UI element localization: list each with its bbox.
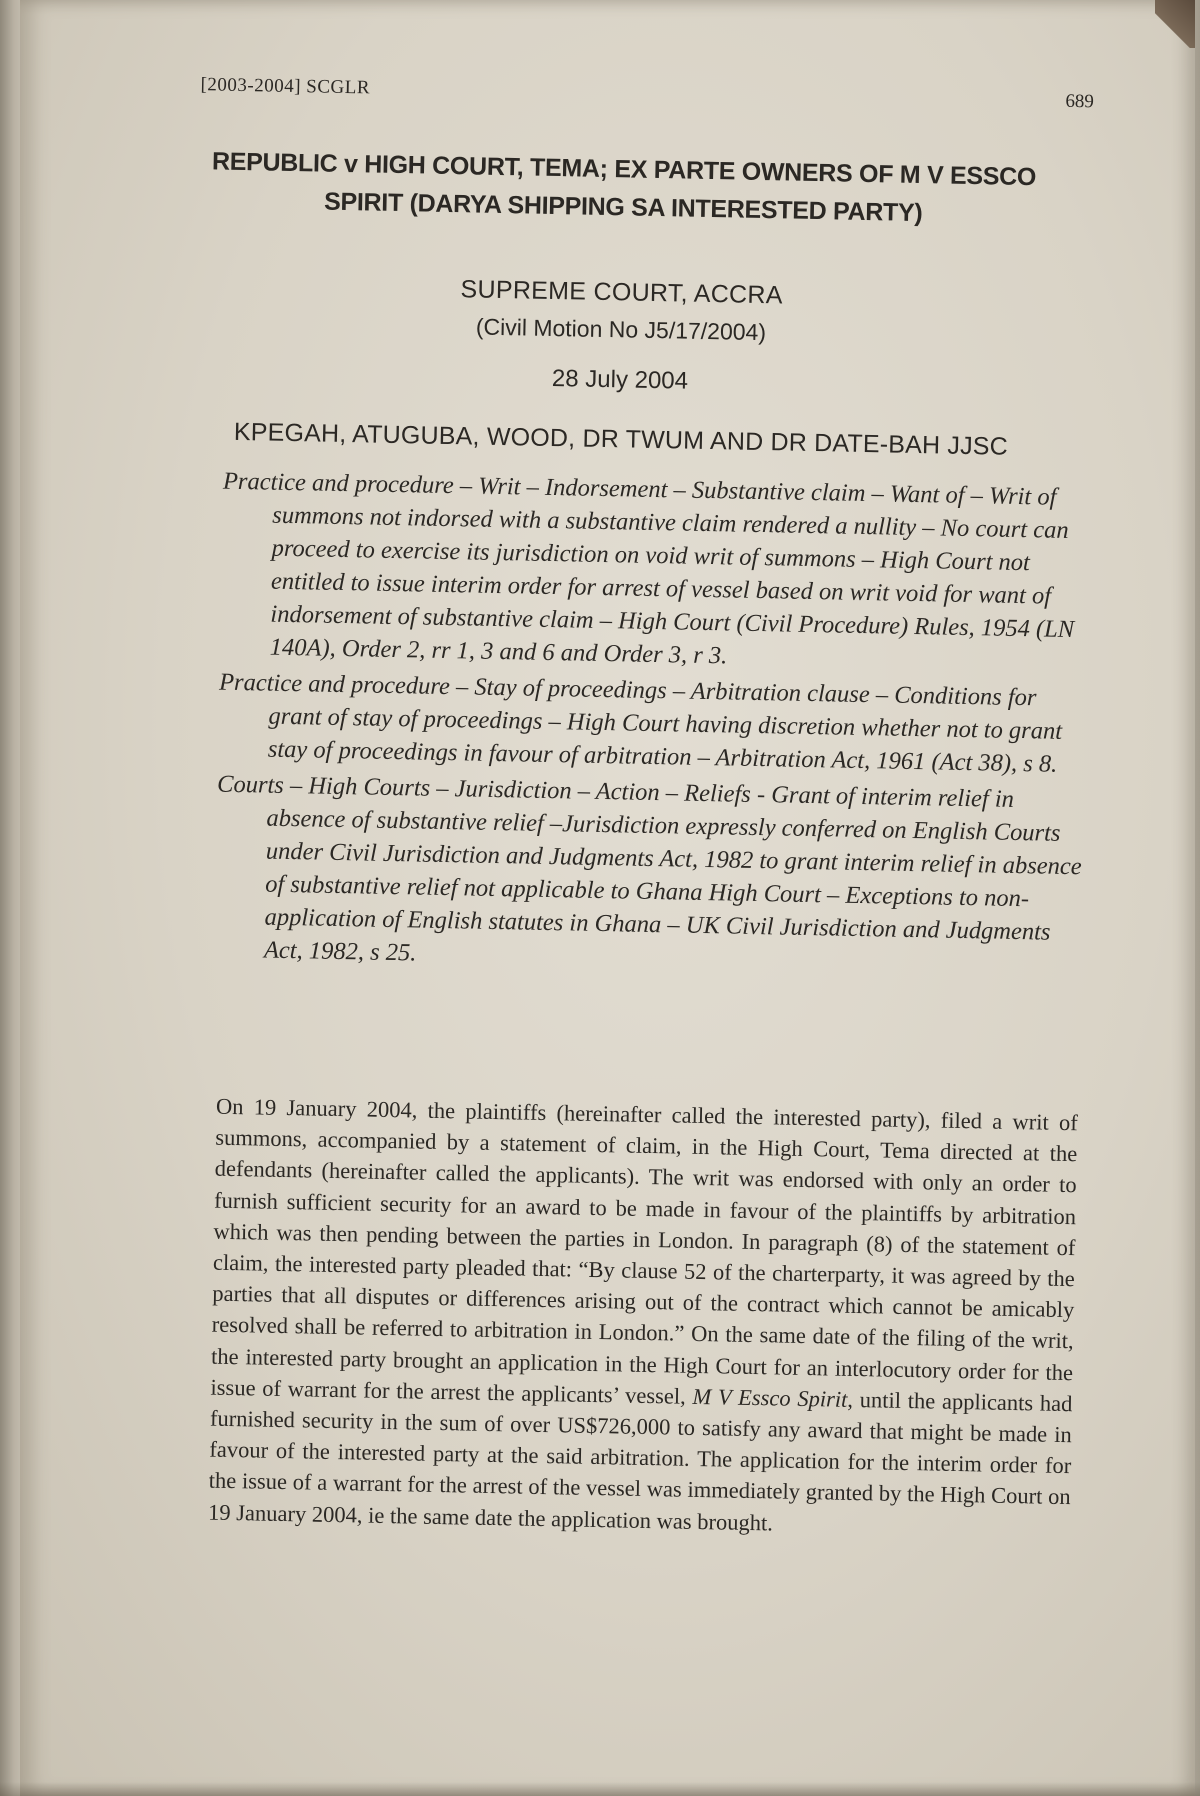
page-text-layer xyxy=(3,0,1200,1796)
headnote-jurisdiction: Courts – High Courts – Jurisdiction – Action – Reliefs - Grant of interim relief in absence of substantive relief –Jurisdiction expressly conferred on English Courts under Civil Jurisdiction and Judgments Act, 1982 to grant interim relief in absence of substantive relief not applicable to Ghana High Court – Exceptions to non-application of English statutes in Ghana – UK Civil Jurisdiction and Judgments Act, 1982, s 25. xyxy=(216,770,1082,967)
body-paragraph xyxy=(208,1091,1078,1544)
running-head: [2003-2004] SCGLR xyxy=(200,74,371,99)
body-text-after-vessel: , until the applicants had furnished security in the sum of over US$726,000 to satisfy any award that might be made in favour of the interested party at the said arbitration. The application for the interim order for the issue of a warrant for the arrest of the vessel was immediately granted by the High Court on 19 January 2004, ie the same date the application was brought. xyxy=(207,1386,1073,1536)
book-page xyxy=(20,0,1195,1796)
headnote-writ-indorsement: Practice and procedure – Writ – Indorsement – Substantive claim – Want of – Writ of summons not indorsed with a substantive claim rendered a nullity – No court can proceed to exercise its jurisdiction on void writ of summons – High Court not entitled to issue interim order for arrest of vessel based on writ void for want of indorsement of substantive claim – High Court (Civil Procedure) Rules, 1954 (LN 140A), Order 2, rr 1, 3 and 6 and Order 3, r 3. xyxy=(222,467,1075,670)
motion-number: (Civil Motion No J5/17/2004) xyxy=(475,313,767,346)
court-name: SUPREME COURT, ACCRA xyxy=(460,275,784,310)
body-text-before-vessel: On 19 January 2004, the plaintiffs (hereinafter called the interested party), filed a writ of summons, accompanied by a statement of claim, in the High Court, Tema directed at the defendants (hereinafter called the applicants). The writ was endorsed with only an order to furnish sufficient security for an award to be made in favour of the plaintiffs by arbitration which was then pending between the parties in London. In paragraph (8) of the statement of claim, the interested party pleaded that: “By clause 52 of the charterparty, it was agreed by the parties that all disputes or differences arising out of the contract which cannot be amicably resolved shall be referred to arbitration in London.” On the same date of the filing of the writ, the interested party brought an application in the High Court for an interlocutory order for the issue of warrant for the arrest the applicants’ vessel, xyxy=(210,1093,1079,1409)
vessel-name: M V Essco Spirit xyxy=(692,1383,848,1412)
headnote-stay-of-proceedings: Practice and procedure – Stay of proceedings – Arbitration clause – Conditions for grant of stay of proceedings – High Court having discretion whether not to grant stay of proceedings in favour of arbitration – Arbitration Act, 1961 (Act 38), s 8. xyxy=(218,668,1063,778)
judgment-date: 28 July 2004 xyxy=(551,364,689,395)
page-bottom-shadow xyxy=(0,1782,1200,1796)
page-number: 689 xyxy=(1065,90,1095,113)
case-title: REPUBLIC v HIGH COURT, TEMA; EX PARTE OWNERS OF M V ESSCO SPIRIT (DARYA SHIPPING SA INTERESTED PARTY) xyxy=(211,147,1037,228)
bench-judges: KPEGAH, ATUGUBA, WOOD, DR TWUM AND DR DATE-BAH JJSC xyxy=(233,417,1009,461)
headnotes xyxy=(214,465,1094,986)
body-text xyxy=(208,1091,1078,1544)
